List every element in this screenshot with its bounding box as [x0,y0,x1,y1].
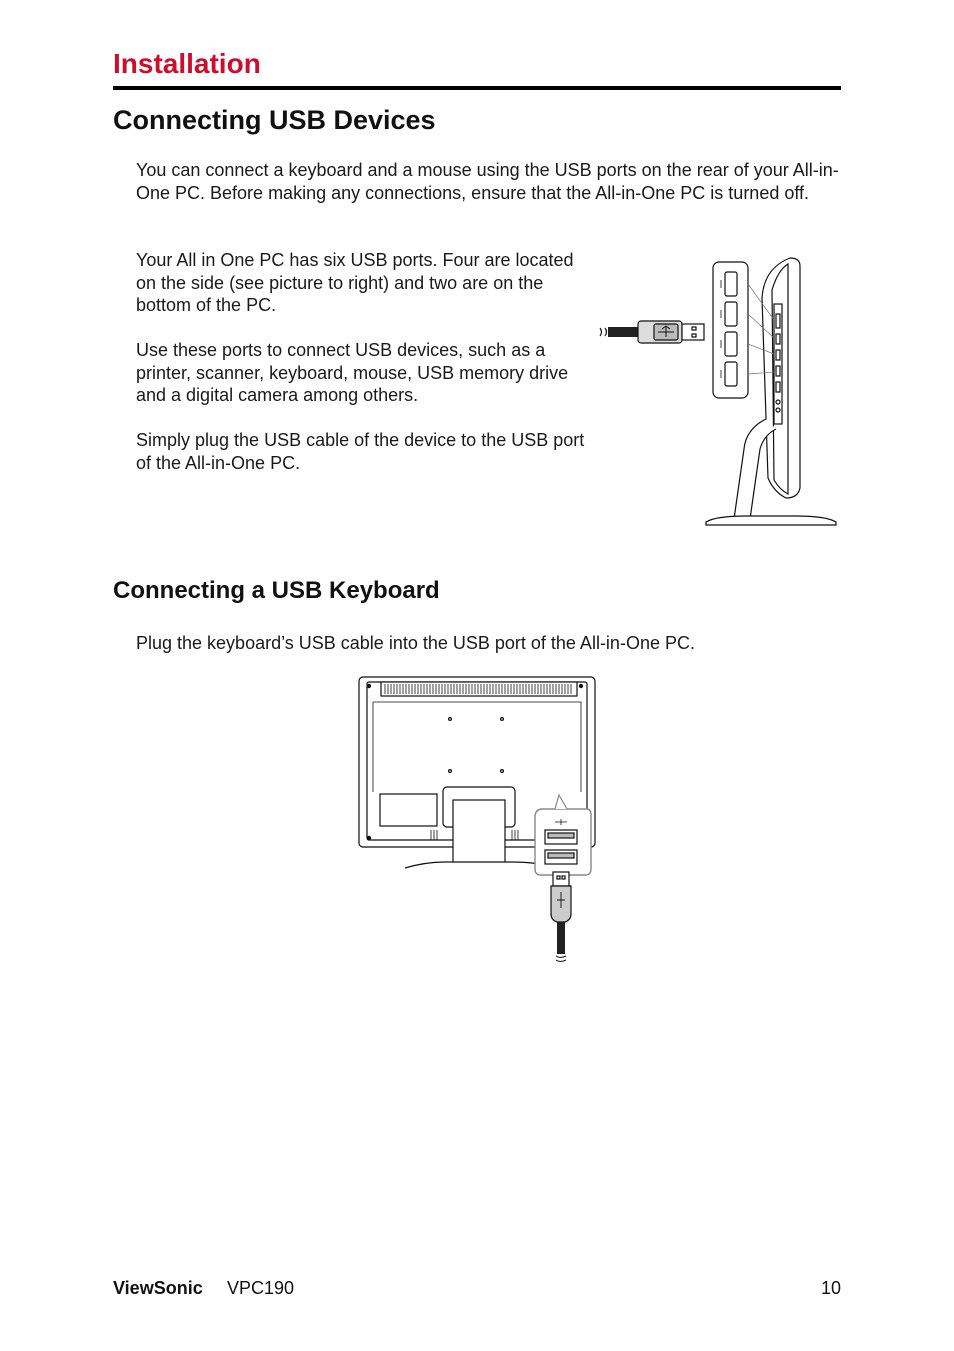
usb-rear-ports-illustration [355,672,600,964]
title-divider [113,86,841,90]
section-title: Installation [113,48,261,79]
keyboard-subtitle: Connecting a USB Keyboard [113,577,440,604]
footer-brand: ViewSonic [113,1278,203,1298]
use-ports-paragraph: Use these ports to connect USB devices, such as a printer, scanner, keyboard, mouse, USB memory drive and a digital camera among others. [136,340,569,405]
footer-model: VPC190 [227,1278,295,1298]
six-ports-paragraph: Your All in One PC has six USB ports. Four are located on the side (see picture to right) and two are on the bottom of the PC. [136,250,574,315]
intro-paragraph: You can connect a keyboard and a mouse using the USB ports on the rear of your All-in-One PC. Before making any connections, ensure that the All-in-One PC is turned off. [136,160,839,203]
plug-paragraph: Simply plug the USB cable of the device to the USB port of the All-in-One PC. [136,430,585,473]
keyboard-paragraph: Plug the keyboard’s USB cable into the USB port of the All-in-One PC. [136,633,695,653]
usb-side-ports-illustration [596,254,842,529]
page-number: 10 [820,1278,841,1298]
page-title: Connecting USB Devices [113,105,436,135]
